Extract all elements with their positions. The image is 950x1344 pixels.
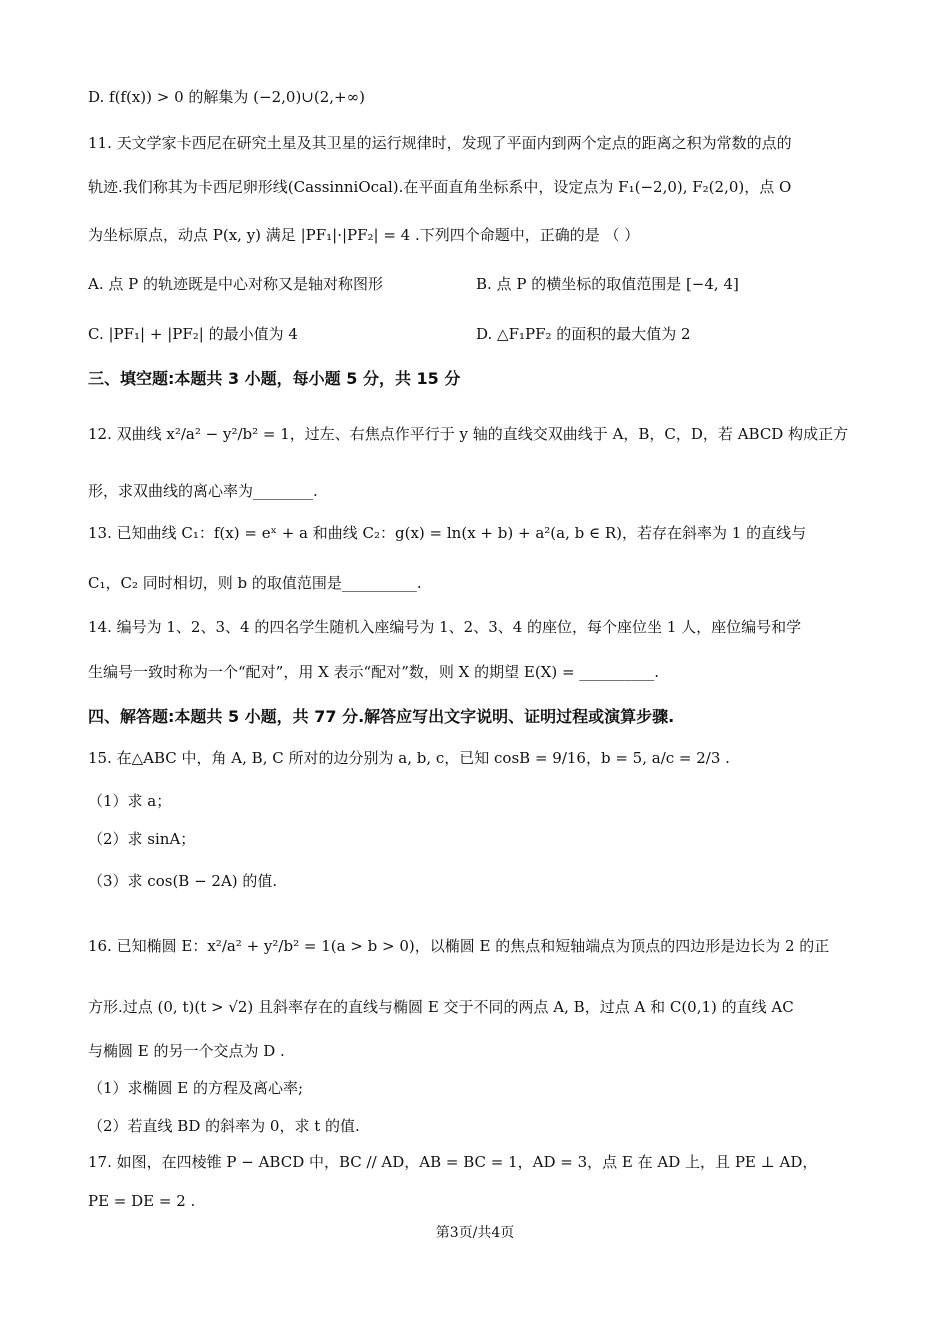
q15-part1: （1）求 a； bbox=[88, 792, 172, 810]
q11-option-a: A. 点 P 的轨迹既是中心对称又是轴对称图形 bbox=[88, 275, 383, 293]
q13-text-line2: C₁，C₂ 同时相切，则 b 的取值范围是__________. bbox=[88, 574, 422, 592]
q16-text-line3: 与椭圆 E 的另一个交点为 D . bbox=[88, 1042, 285, 1060]
q11-text-line1: 11. 天文学家卡西尼在研究土星及其卫星的运行规律时，发现了平面内到两个定点的距离之积为常数的点的 bbox=[88, 134, 792, 152]
q12-text-line1: 12. 双曲线 x²/a² − y²/b² = 1，过左、右焦点作平行于 y 轴的直线交双曲线于 A，B，C，D，若 ABCD 构成正方 bbox=[88, 425, 849, 443]
q15-part2: （2）求 sinA； bbox=[88, 830, 196, 848]
q12-text-line2: 形，求双曲线的离心率为________. bbox=[88, 482, 318, 500]
q16-part2: （2）若直线 BD 的斜率为 0，求 t 的值. bbox=[88, 1117, 360, 1135]
section-heading-fill-blank: 三、填空题:本题共 3 小题，每小题 5 分，共 15 分 bbox=[88, 369, 461, 388]
q17-text-line1: 17. 如图，在四棱锥 P − ABCD 中，BC // AD，AB = BC = 1，AD = 3，点 E 在 AD 上，且 PE ⊥ AD， bbox=[88, 1153, 818, 1171]
q15-text: 15. 在△ABC 中，角 A, B, C 所对的边分别为 a, b, c，已知 cosB = 9/16，b = 5, a/c = 2/3 . bbox=[88, 749, 730, 767]
q16-part1: （1）求椭圆 E 的方程及离心率; bbox=[88, 1079, 304, 1097]
q16-text-line2: 方形.过点 (0, t)(t > √2) 且斜率存在的直线与椭圆 E 交于不同的两点 A, B，过点 A 和 C(0,1) 的直线 AC bbox=[88, 998, 794, 1016]
q17-text-line2: PE = DE = 2 . bbox=[88, 1192, 196, 1210]
section-heading-solve: 四、解答题:本题共 5 小题，共 77 分.解答应写出文字说明、证明过程或演算步骤. bbox=[88, 707, 675, 726]
q11-text-line2: 轨迹.我们称其为卡西尼卵形线(CassinniOcal).在平面直角坐标系中，设定点为 F₁(−2,0), F₂(2,0)，点 O bbox=[88, 178, 792, 196]
q10-option-d: D. f(f(x)) > 0 的解集为 (−2,0)∪(2,+∞) bbox=[88, 88, 365, 106]
q11-option-b: B. 点 P 的横坐标的取值范围是 [−4, 4] bbox=[476, 275, 739, 293]
q11-option-d: D. △F₁PF₂ 的面积的最大值为 2 bbox=[476, 325, 691, 343]
q14-text-line1: 14. 编号为 1、2、3、4 的四名学生随机入座编号为 1、2、3、4 的座位，每个座位坐 1 人，座位编号和学 bbox=[88, 618, 802, 636]
q13-text-line1: 13. 已知曲线 C₁：f(x) = eˣ + a 和曲线 C₂：g(x) = ln(x + b) + a²(a, b ∈ R)，若存在斜率为 1 的直线与 bbox=[88, 524, 807, 542]
page-footer: 第3页/共4页 bbox=[435, 1225, 515, 1241]
q16-text-line1: 16. 已知椭圆 E：x²/a² + y²/b² = 1(a > b > 0)，以椭圆 E 的焦点和短轴端点为顶点的四边形是边长为 2 的正 bbox=[88, 937, 830, 955]
q11-text-line3: 为坐标原点，动点 P(x, y) 满足 |PF₁|·|PF₂| = 4 .下列四个命题中，正确的是 （ ） bbox=[88, 226, 640, 244]
q11-option-c: C. |PF₁| + |PF₂| 的最小值为 4 bbox=[88, 325, 298, 343]
q14-text-line2: 生编号一致时称为一个“配对”，用 X 表示“配对”数，则 X 的期望 E(X) = __________. bbox=[88, 663, 660, 681]
q15-part3: （3）求 cos(B − 2A) 的值. bbox=[88, 872, 278, 890]
